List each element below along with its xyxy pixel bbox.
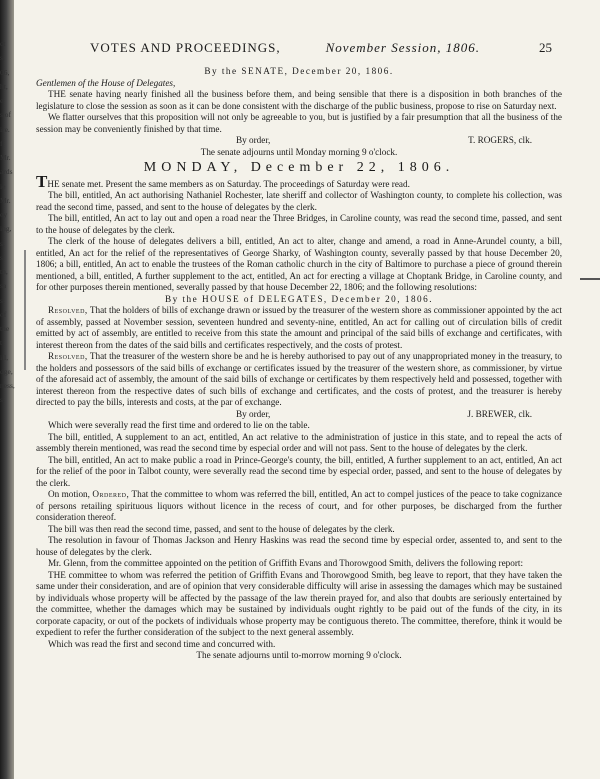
resolution-2-text: That the treasurer of the western shore be and he is hereby authorised to pay out of any unappropriated money in the treasury, to the holders and possessors of the said bills of exchange or certificates issued by the treasurer of the western shore, as commissioner, by virtue of the aforesaid act of assembly, the amount of the said bills of exchange or certificates by them respectively held and possessed, together with interest thereon from the respective dates of such bills of exchange and certificates, and the costs of protest, and the treasurer is hereby directed to pay the bills, interests and costs, at the par of exchange. <box>36 351 562 407</box>
running-title: VOTES AND PROCEEDINGS, <box>90 40 281 55</box>
monday-heading: MONDAY, December 22, 1806. <box>143 160 455 175</box>
senate-paragraph-1: THE senate having nearly finished all the business before them, and being sensible that there is a disposition in both branches of the legislature to close the session as soon as it can be done consistent with the discharge of the public business, propose to rise on Saturday next. <box>36 89 562 111</box>
ordered-before: On motion, <box>48 489 93 499</box>
committee-report: THE committee to whom was referred the petition of Griffith Evans and Thorowgood Smith, beg leave to report, that they have taken the same under their consideration, and are of opinion that very considerable difficulty will arise in assessing the damages which may be sustained by individuals whose property will be affected by the passage of the law therein prayed for, and also that doubts are seriously entertained by the committee, whether the damages which may be sustained by individuals ought rightly to be paid out of the funds of the city, in its corporate capacity, or out of the pockets of individuals whose property may be contiguous thereto. The committee, therefore, think it would be expedient to refer the further consideration of the subject to the next general assembly. <box>36 569 562 637</box>
later-paragraph-1: Which were severally read the first time and ordered to lie on the table. <box>48 420 310 430</box>
ordered-text: That the committee to whom was referred the bill, entitled, An act to compel justices of the peace to take cognizance of persons retailing spirituous liquors without licence in the recess of court, and for other purposes, be discharged from the further consideration thereof. <box>36 489 562 522</box>
monday-first-text: HE senate met. Present the same members as on Saturday. The proceedings of Saturday were read. <box>47 178 410 189</box>
margin-fragment: t <box>0 339 3 348</box>
running-header <box>90 40 480 56</box>
final-paragraph-3: Mr. Glenn, from the committee appointed on the petition of Griffith Evans and Thorowgood Smith, delivers the following report: <box>48 558 524 568</box>
senate-paragraph-2: We flatter ourselves that this proposition will not only be agreeable to you, but is justified by a fair presumption that all the business of the session may be conveniently finished by that time. <box>36 112 562 134</box>
signature-brewer <box>36 409 562 421</box>
resolved-label: Resolved, <box>48 305 88 315</box>
margin-fragment: s, <box>0 54 5 63</box>
salutation: Gentlemen of the House of Delegates, <box>36 77 176 88</box>
senate-heading: By the SENATE, December 20, 1806. <box>204 66 394 76</box>
margin-fragment: ness, <box>0 382 15 390</box>
margin-fragment: s <box>0 253 3 262</box>
page-number: 25 <box>539 40 552 55</box>
clerk-name: T. ROGERS, clk. <box>468 135 532 145</box>
margin-fragment: ht, <box>0 82 8 91</box>
margin-fragment: ards <box>0 168 13 177</box>
monday-paragraph-2: The bill, entitled, An act to lay out and open a road near the Three Bridges, in Caroline county, was read the second time, passed, and sent to the house of delegates by the clerk. <box>36 213 562 235</box>
margin-fragment: ie <box>0 182 6 191</box>
page-content <box>36 66 562 662</box>
ordered-label: Ordered, <box>92 489 130 499</box>
margin-fragment: ing, <box>0 225 12 234</box>
margin-fragment: ct <box>0 40 6 48</box>
house-heading: By the HOUSE of DELEGATES, December 20, 1806. <box>164 293 434 304</box>
margin-fragment: Mr. <box>0 154 11 162</box>
signature-rogers <box>36 135 562 147</box>
margin-fragment: ire. <box>0 125 10 134</box>
margin-mark <box>580 278 600 280</box>
final-paragraph-2: The resolution in favour of Thomas Jackson and Henry Haskins was read the second time by especial order, assented to, and sent to the house of delegates by the clerk. <box>36 535 562 557</box>
margin-fragment: Mr. <box>0 196 11 205</box>
by-order-label: By order, <box>236 408 271 419</box>
margin-fragment: of <box>0 310 7 319</box>
margin-fragment: s. <box>0 396 5 405</box>
ordered-paragraph <box>36 489 562 524</box>
monday-first-paragraph <box>36 171 562 191</box>
margin-fragment: s of <box>0 111 12 120</box>
adjourn-notice-1: The senate adjourns until Monday morning 9 o'clock. <box>200 146 398 157</box>
margin-fragment: sa <box>0 282 7 291</box>
resolution-1-text: That the holders of bills of exchange drawn or issued by the treasurer of the western shore as commissioner appointed by the act of assembly, passed at November session, seventeen hundred and seventy-nine, entitled, An act for calling out of circulation bills of credit emitted by act of assembly, are entitled to receive from this state the amount and principal of the said bills of exchange and certificates, with interest thereon from the dates of the said bills and certificates respectively, and the costs of protest. <box>36 305 562 350</box>
margin-fragment: the <box>0 325 10 333</box>
final-paragraph-1: The bill was then read the second time, passed, and sent to the house of delegates by the clerk. <box>48 523 395 534</box>
margin-fragment: e <box>0 97 4 105</box>
left-margin-fragments <box>0 40 30 411</box>
margin-fragment: 06, <box>0 68 10 77</box>
margin-fragment: ill, <box>0 353 9 362</box>
final-paragraph-5: Which was read the first and second time and concurred with. <box>48 638 276 649</box>
adjourn-notice-2: The senate adjourns until to-morrow morning 9 o'clock. <box>196 650 402 660</box>
margin-fragment: f <box>0 139 3 148</box>
monday-paragraph-3: The clerk of the house of delegates delivers a bill, entitled, An act to alter, change and amend, a road in Anne-Arundel county, a bill, entitled, An act for the relief of the representatives of George Sharky, of Washington county, severally passed by that house December 20, 1806; a bill, entitled, An act to enable the trustees of the Roman catholic church in the city of Baltimore to purchase a piece of ground therein mentioned, a bill, entitled, A further supplement to the act, entitled, An act for erecting a village at Choptank Bridge, in Caroline county, and for other purposes therein mentioned, severally passed by that house December 22, 1806; and the following resolutions: <box>36 236 562 292</box>
by-order-label: By order, <box>236 135 271 145</box>
margin-fragment: dge, <box>0 367 13 376</box>
session-title: November Session, 1806. <box>325 40 480 55</box>
margin-fragment: ey <box>0 211 8 219</box>
margin-fragment: th, <box>0 268 8 276</box>
margin-fragment: s, <box>0 239 5 248</box>
clerk-name: J. BREWER, clk. <box>467 408 532 419</box>
later-paragraph-3: The bill, entitled, An act to make public a road in Prince-George's county, the bill, entitled, A further supplement to an act, entitled, An act for the relief of the poor in Talbot county, were severally read the second time by especial order, passed, and sent to the house of delegates by the clerk. <box>36 454 562 488</box>
monday-paragraph-1: The bill, entitled, An act authorising Nathaniel Rochester, late sheriff and collector of Washington county, to complete his collection, was read the second time, passed, and sent to the house of delegates by the clerk. <box>36 190 562 212</box>
drop-cap: T <box>36 171 48 191</box>
later-paragraph-2: The bill, entitled, A supplement to an act, entitled, An act relative to the administration of justice in this state, and to repeal the acts of assembly therein mentioned, was read the second time by especial order and will not pass. Sent to the house of delegates by the clerk. <box>36 431 562 453</box>
resolution-1 <box>36 305 562 351</box>
resolution-2 <box>36 351 562 409</box>
resolved-label: Resolved, <box>48 351 88 361</box>
margin-fragment: s: <box>0 296 6 305</box>
